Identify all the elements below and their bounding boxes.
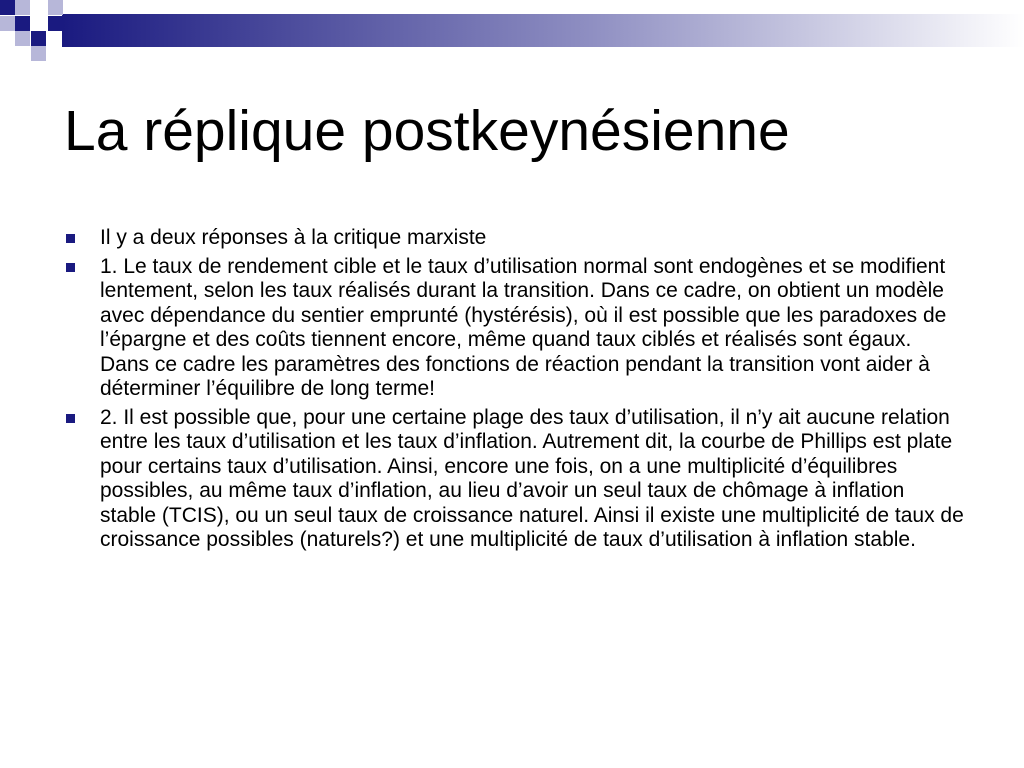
slide-title: La réplique postkeynésienne [64,99,790,163]
decoration-square [31,16,46,31]
decoration-square [31,31,46,46]
bullet-text: 2. Il est possible que, pour une certaine plage des taux d’utilisation, il n’y ait aucune relation entre les taux d’utilisation et les taux d’inflation. Autrement dit, la courbe de Phillips est plate pour certains taux d’utilisation. Ainsi, encore une fois, on a une multiplicité d’équilibres possibles, au même taux d’inflation, au lieu d’avoir un seul taux de chômage à inflation stable (TCIS), ou un seul taux de croissance naturel. Ainsi il existe une multiplicité de taux de croissance possibles (naturels?) et une multiplicité de taux d’utilisation à inflation stable. [100,405,964,551]
decoration-square [48,0,63,15]
decoration-square [0,0,15,15]
decoration-square [15,31,30,46]
square-bullet-icon [66,263,75,272]
decoration-square [48,16,63,31]
square-bullet-icon [66,414,75,423]
decoration-square [0,16,15,31]
bullet-list [64,226,964,557]
bullet-text: Il y a deux réponses à la critique marxiste [100,226,487,249]
corner-decoration [0,0,1024,62]
bullet-item [64,406,964,553]
decoration-square [15,16,30,31]
bullet-item [64,255,964,402]
decoration-gradient-bar [62,14,1024,47]
bullet-item [64,226,964,251]
decoration-square [31,46,46,61]
decoration-square [15,0,30,15]
square-bullet-icon [66,234,75,243]
bullet-text: 1. Le taux de rendement cible et le taux d’utilisation normal sont endogènes et se modifient lentement, selon les taux réalisés durant la transition. Dans ce cadre, on obtient un modèle avec dépendance du sentier emprunté (hystérésis), où il est possible que les paradoxes de l’épargne et des coûts tiennent encore, même quand taux ciblés et réalisés sont égaux. Dans ce cadre les paramètres des fonctions de réaction pendant la transition vont aider à déterminer l’équilibre de long terme! [100,254,947,400]
